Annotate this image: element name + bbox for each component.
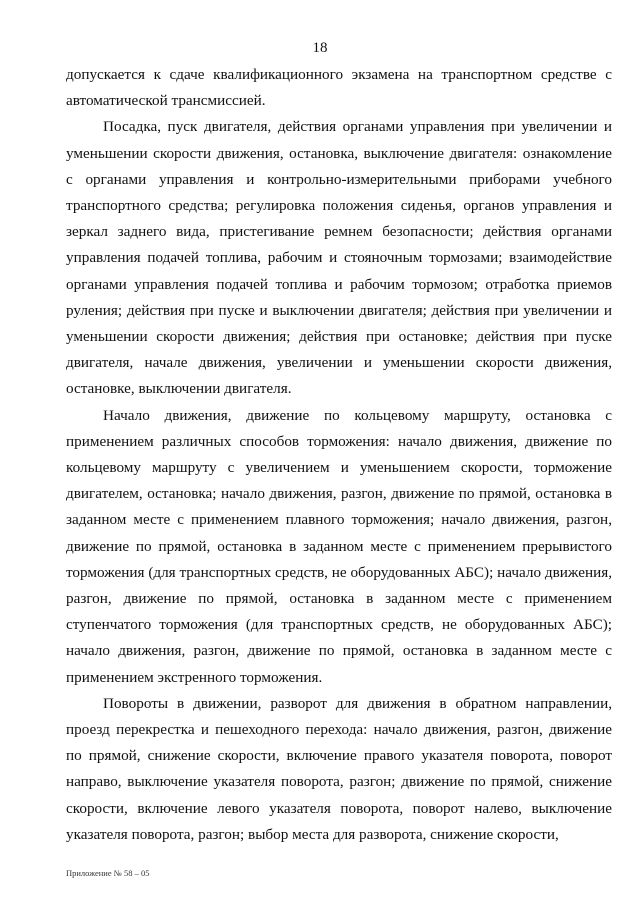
page-number: 18 — [312, 40, 328, 56]
paragraph-continuation: допускается к сдаче квалификационного экзамена на транспортном средстве с автоматической трансмиссией. — [66, 66, 612, 110]
paragraph-landing-engine-start: Посадка, пуск двигателя, действия органами управления при увеличении и уменьшении скорости движения, остановка, выключение двигателя: ознакомление с органами управления и контрольно-измерительными приборами учебного транспортного средства; регулировка положения сиденья, органов управления и зеркал заднего вида, пристегивание ремнем безопасности; действия органами управления подачей топлива, рабочим и стояночным тормозами; взаимодействие органами управления подачей топлива и рабочим тормозом; отработка приемов руления; действия при пуске и выключении двигателя; действия при увеличении и уменьшении скорости движения; действия при остановке; действия при пуске двигателя, начале движения, увеличении и уменьшении скорости движения, остановке, выключении двигателя. — [66, 118, 612, 398]
document-body — [66, 62, 612, 848]
paragraph-start-braking: Начало движения, движение по кольцевому маршруту, остановка с применением различных способов торможения: начало движения, движение по кольцевому маршруту с увеличением и уменьшением скорости, торможение двигателем, остановка; начало движения, разгон, движение по прямой, остановка в заданном месте с применением плавного торможения; начало движения, разгон, движение по прямой, остановка в заданном месте с применением прерывистого торможения (для транспортных средств, не оборудованных АБС); начало движения, разгон, движение по прямой, остановка в заданном месте с применением ступенчатого торможения (для транспортных средств, не оборудованных АБС); начало движения, разгон, движение по прямой, остановка в заданном месте с применением экстренного торможения. — [66, 406, 612, 686]
document-footer: Приложение № 58 – 05 — [66, 868, 150, 878]
paragraph-turns-reversal: Повороты в движении, разворот для движения в обратном направлении, проезд перекрестка и пешеходного перехода: начало движения, разгон, движение по прямой, снижение скорости, включение правого указателя поворота, поворот направо, выключение указателя поворота, разгон; движение по прямой, снижение скорости, включение левого указателя поворота, поворот налево, выключение указателя поворота, разгон; выбор места для разворота, снижение скорости, — [66, 694, 612, 843]
